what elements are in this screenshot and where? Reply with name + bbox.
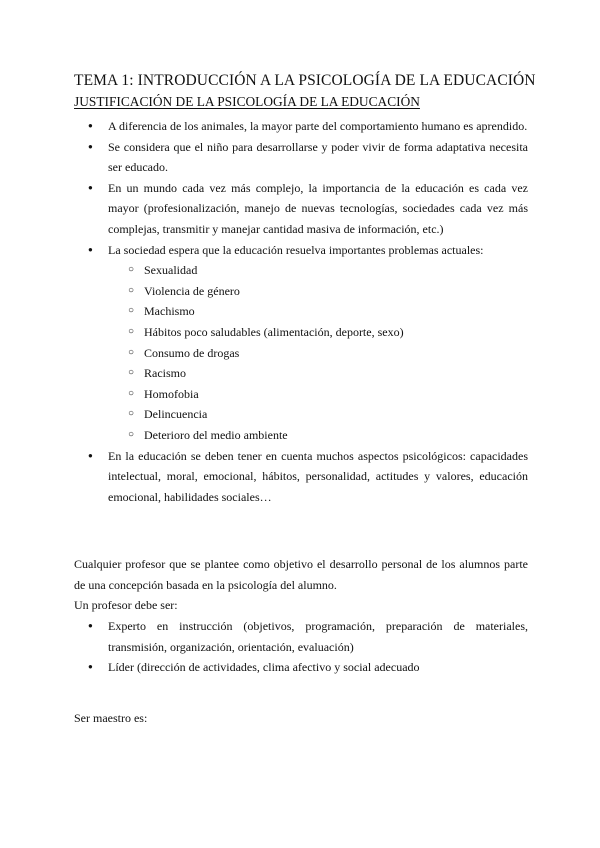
justification-list (74, 116, 528, 507)
list-item: ● Líder (dirección de actividades, clima afectivo y social adecuado (74, 657, 528, 678)
teacher-qualities-list (74, 616, 528, 678)
list-item: ● Se considera que el niño para desarrollarse y poder vivir de forma adaptativa necesita ser educado. (74, 137, 528, 178)
sublist-item: ○ Homofobia (108, 384, 528, 405)
list-item: ● Experto en instrucción (objetivos, programación, preparación de materiales, transmisión, organización, orientación, evaluación) (74, 616, 528, 657)
sublist-item: ○ Consumo de drogas (108, 343, 528, 364)
section-heading: JUSTIFICACIÓN DE LA PSICOLOGÍA DE LA EDUCACIÓN (74, 94, 420, 109)
sublist-item: ○ Hábitos poco saludables (alimentación, deporte, sexo) (108, 322, 528, 343)
sublist-item: ○ Deterioro del medio ambiente (108, 425, 528, 446)
paragraph: Cualquier profesor que se plantee como objetivo el desarrollo personal de los alumnos parte de una concepción basada en la psicología del alumno. (74, 557, 528, 592)
list-item: ● En un mundo cada vez más complejo, la importancia de la educación es cada vez mayor (profesionalización, manejo de nuevas tecnologías, sociedades cada vez más complejas, transmitir y manejar cantidad masiva de información, etc.) (74, 178, 528, 240)
sublist-item: ○ Sexualidad (108, 260, 528, 281)
paragraph: Un profesor debe ser: (74, 598, 178, 612)
list-item: ● En la educación se deben tener en cuenta muchos aspectos psicológicos: capacidades intelectual, moral, emocional, hábitos, personalidad, actitudes y valores, educación emocional, habilidades sociales… (74, 446, 528, 508)
list-item (74, 240, 528, 446)
sublist-item: ○ Delincuencia (108, 404, 528, 425)
sublist-item: ○ Machismo (108, 301, 528, 322)
problems-sublist (108, 260, 528, 445)
page-title: TEMA 1: INTRODUCCIÓN A LA PSICOLOGÍA DE LA EDUCACIÓN (74, 72, 536, 89)
list-item: ● A diferencia de los animales, la mayor parte del comportamiento humano es aprendido. (74, 116, 528, 137)
list-item-text: La sociedad espera que la educación resuelva importantes problemas actuales: (108, 242, 484, 257)
paragraph: Ser maestro es: (74, 711, 148, 725)
sublist-item: ○ Racismo (108, 363, 528, 384)
sublist-item: ○ Violencia de género (108, 281, 528, 302)
